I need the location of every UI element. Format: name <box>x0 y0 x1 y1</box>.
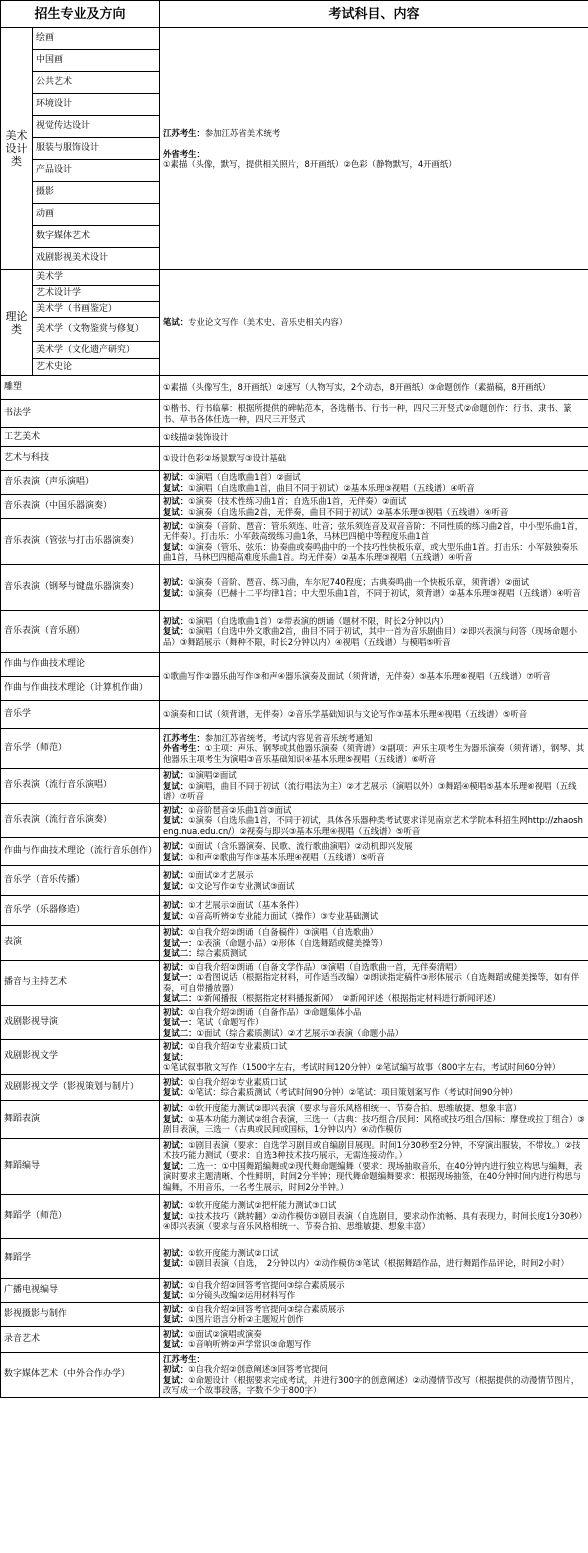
exam-tag: 外省考生： <box>163 743 205 754</box>
table-row <box>1 866 588 896</box>
exam-text: ①剧目表演（要求：自选学习剧目或自编剧目展现。时间1分30秒至2分钟，不穿演出服装，不带妆。）②技术技巧能力测试（要求：自选3种技术技巧展示，无需连接动作。） <box>163 1139 581 1161</box>
exam-text: ①文论写作②专业测试③面试 <box>188 880 295 891</box>
exam-text: ①图片语言分析②主题短片创作 <box>188 1314 304 1324</box>
table-row <box>1 376 588 400</box>
exam-line <box>163 483 585 494</box>
header-exam: 考试科目、内容 <box>160 1 588 28</box>
exam-tag: 初试： <box>163 900 189 910</box>
exam-line <box>163 1354 585 1365</box>
exam-line <box>163 962 585 973</box>
exam-tag: 初试： <box>163 770 189 780</box>
art-item: 视觉传达设计 <box>33 116 160 138</box>
exam-line <box>163 938 585 949</box>
exam-text: ①表演（命题小品）②形体（自选舞蹈或健美操等） <box>196 937 388 948</box>
table-row <box>1 803 588 838</box>
exam-line <box>163 496 585 507</box>
exam-text: ①演奏（管乐、弦乐：协奏曲或奏鸣曲中的一个技巧性快板乐章，或大型乐曲1首。打击乐：小军鼓独奏乐曲1首，马林巴四槌高难度乐曲1首。均无伴奏）②基本乐理③视唱（五线谱）④听音 <box>163 541 578 562</box>
major-name: 戏剧影视文学（影视策划与制片） <box>1 1074 160 1100</box>
exam-line <box>163 743 585 764</box>
exam-text: ①自我介绍②专业素质口试 <box>188 1041 287 1051</box>
art-item: 动画 <box>33 204 160 226</box>
exam-line <box>163 472 585 483</box>
exam-line <box>163 948 585 959</box>
exam-content <box>160 866 588 896</box>
exam-text: ①音响听辨②声学常识③命题写作 <box>188 1339 312 1349</box>
exam-line <box>163 900 585 911</box>
art-design-exam <box>160 28 588 270</box>
exam-text: ①面试（含乐器演奏、民歌、流行歌曲演唱）②动机即兴发展 <box>188 841 413 851</box>
exam-tag: 初试： <box>163 1303 189 1314</box>
table-row <box>1 1074 588 1100</box>
exam-tag: 复试： <box>163 587 189 598</box>
exam-content: ①线描②装饰设计 <box>160 428 588 447</box>
exam-line <box>163 815 585 836</box>
table-row <box>1 769 588 804</box>
exam-content: ①楷书、行书临摹：根据所提供的碑帖范本，各选楷书、行书一种，四尺三开竖式②命题创作：行书、隶书、篆书、草书各体任选一种，四尺三开竖式 <box>160 400 588 428</box>
exam-content <box>160 1074 588 1100</box>
exam-tag: 复试二： <box>163 993 197 1003</box>
major-name: 表演 <box>1 926 160 961</box>
exam-tag: 复试： <box>163 1339 189 1349</box>
exam-content <box>160 1302 588 1326</box>
art-item: 公共艺术 <box>33 72 160 94</box>
major-name: 戏剧影视文学 <box>1 1040 160 1075</box>
exam-text: ①基本功能力测试②组合表演，三选一（古典：技巧组合/民间：风格或技巧组合/国标：摩登或拉丁组合）③剧目表演，三选一（古典或民间或国标，1分钟以内）④动作模仿 <box>163 1113 585 1135</box>
major-name: 雕塑 <box>1 376 160 400</box>
art-item: 环境设计 <box>33 94 160 116</box>
exam-content <box>160 896 588 926</box>
exam-text: 参加江苏省美术统考 <box>204 127 281 138</box>
exam-text: ①自我介绍②创意阐述③回答考官提问 <box>188 1364 328 1374</box>
exam-text: ①音阶琶音②乐曲1首③面试 <box>188 804 292 815</box>
exam-text: ①演奏（自选乐曲2首，无伴奏，曲目不同于初试）②基本乐理③视唱（五线谱）④听音 <box>188 506 509 517</box>
major-name: 作曲与作曲技术理论（流行音乐创作） <box>1 838 160 866</box>
table-row <box>1 1326 588 1352</box>
exam-content <box>160 1352 588 1397</box>
exam-tag: 复试： <box>163 626 189 637</box>
exam-tag: 复试： <box>163 1051 189 1062</box>
exam-text: ①软开度能力测试②口试 <box>188 1247 279 1258</box>
table-row <box>1 611 588 653</box>
art-item: 戏剧影视美术设计 <box>33 248 160 270</box>
exam-content <box>160 611 588 653</box>
exam-tag: 复试： <box>163 1290 189 1300</box>
exam-text: 综合素质测试 <box>196 948 247 958</box>
exam-tag: 江苏考生： <box>163 732 205 743</box>
exam-line <box>163 1200 585 1211</box>
exam-tag: 复试： <box>163 815 189 825</box>
exam-line <box>163 911 585 922</box>
exam-line <box>163 927 585 938</box>
exam-content <box>160 729 588 769</box>
exam-line <box>163 1258 585 1269</box>
exam-content <box>160 769 588 804</box>
exam-tag: 笔试： <box>163 317 189 328</box>
exam-tag: 初试： <box>163 927 189 937</box>
exam-tag: 初试： <box>163 1279 189 1290</box>
table-row <box>1 896 588 926</box>
exam-tag: 复试一： <box>163 1017 197 1027</box>
major-name: 舞蹈学（师范） <box>1 1194 160 1238</box>
exam-tag: 复试： <box>163 1374 189 1385</box>
exam-text: ①演奏（巴赫十二平均律1首；中大型乐曲1首，不同于初试，须背谱）②基本乐理③视唱（五线谱）④听音 <box>188 587 581 598</box>
exam-line <box>163 805 585 816</box>
exam-tag: 初试： <box>163 870 189 880</box>
exam-tag: 复试一： <box>163 937 197 948</box>
exam-tag: 复试二： <box>163 1027 197 1038</box>
exam-text: ①自我介绍②专业素质口试 <box>188 1076 287 1087</box>
exam-line <box>163 870 585 881</box>
exam-content: ①设计色彩②场景默写③设计基础 <box>160 447 588 471</box>
table-row <box>1 471 588 495</box>
exam-line <box>163 993 585 1004</box>
exam-tag: 复试一： <box>163 972 197 982</box>
table-row <box>1 960 588 1005</box>
major-name: 戏剧影视导演 <box>1 1005 160 1040</box>
exam-line <box>163 1339 585 1350</box>
exam-text: ①演唱，曲目不同于初试（流行唱法为主）②才艺展示（演唱以外）③舞蹈④模唱⑤基本乐理⑥视唱（五线谱）⑦听音 <box>163 780 577 801</box>
exam-line <box>163 616 585 627</box>
exam-text: ①自我介绍②回答考官提问③综合素质展示 <box>188 1303 345 1314</box>
exam-text: 二选一：①中国舞蹈编舞或②现代舞命题编舞（要求：现场抽取音乐，在40分钟内进行独立构思与编舞，表演时要求主题清晰、个性鲜明，时间2分半钟；现代舞命题编舞要求：根据现场抽签，在40分钟时间内进行构思与编舞，不用音乐，一名考生展示，时间2分半钟。） <box>163 1160 583 1192</box>
exam-tag: 复试： <box>163 780 189 791</box>
exam-line <box>163 1087 585 1098</box>
major-name: 工艺美术 <box>1 428 160 447</box>
table-row <box>1 838 588 866</box>
major-name: 音乐表演（管弦与打击乐器演奏） <box>1 519 160 565</box>
exam-text: ①软开度能力测试②即兴表演（要求与音乐风格相统一、节奏合拍、思维敏捷、想象丰富） <box>188 1103 522 1114</box>
exam-tag: 初试： <box>163 1200 189 1211</box>
exam-line <box>163 1077 585 1088</box>
category-theory: 理论类 <box>1 270 33 376</box>
exam-content <box>160 1005 588 1040</box>
table-row <box>1 1352 588 1397</box>
theory-item: 艺术史论 <box>33 359 160 376</box>
exam-line <box>163 1314 585 1325</box>
major-name: 音乐学 <box>1 701 160 729</box>
exam-text: ①和声②歌曲写作③基本乐理④视唱（五线谱）⑤听音 <box>188 851 385 862</box>
exam-tag: 复试： <box>163 1113 189 1124</box>
exam-line <box>163 577 585 588</box>
exam-text: ①面试（综合素质测试）②才艺展示③表演（命题小品） <box>196 1027 404 1038</box>
exam-line <box>163 1211 585 1232</box>
exam-line <box>163 881 585 892</box>
exam-tag: 复试： <box>163 506 189 517</box>
exam-text: ①自我介绍②回答考官提问③综合素质展示 <box>188 1279 345 1290</box>
exam-text: ①自我介绍②朗诵（自备作品）③命题集体小品 <box>188 1006 362 1017</box>
exam-tag: 初试： <box>163 520 189 531</box>
exam-text: ①笔试叙事散文写作（1500字左右，考试时间120分钟）②笔试编写故事（800字左右，考试时间60分钟） <box>163 1062 561 1072</box>
theory-item: 美术学 <box>33 270 160 286</box>
exam-tag: 外省考生： <box>163 148 205 159</box>
table-row <box>1 495 588 519</box>
exam-text: ①演奏（音阶、琶音、练习曲，车尔尼740程度；古典奏鸣曲一个快板乐章，须背谱）②面试 <box>188 577 530 587</box>
exam-tag: 复试： <box>163 880 189 891</box>
exam-content <box>160 1238 588 1278</box>
exam-tag: 复试二： <box>163 948 197 958</box>
exam-tag: 江苏考生： <box>163 127 205 138</box>
exam-content <box>160 838 588 866</box>
exam-content: ①歌曲写作②器乐曲写作③和声④器乐演奏及面试（须背谱，无伴奏）⑤基本乐理⑥视唱（五线谱）⑦听音 <box>160 653 588 701</box>
exam-line <box>163 1114 585 1135</box>
table-row <box>1 1040 588 1075</box>
exam-line <box>163 770 585 781</box>
exam-content: ①演奏和口试（须背谱，无伴奏）②音乐学基础知识与文论写作③基本乐理④视唱（五线谱）⑤听音 <box>160 701 588 729</box>
major-name: 广播电视编导 <box>1 1278 160 1302</box>
table-row <box>1 1278 588 1302</box>
major-name: 舞蹈学 <box>1 1238 160 1278</box>
exam-text: ①笔试：综合素质测试（考试时间90分钟）②笔试：项目策划案写作（考试时间90分钟） <box>188 1087 518 1097</box>
exam-line <box>163 1007 585 1018</box>
exam-tag: 初试： <box>163 1139 189 1150</box>
table-row <box>1 1194 588 1238</box>
exam-tag: 复试： <box>163 541 189 552</box>
exam-text: ①新闻播报（根据指定材料播报新闻） ②新闻评述（根据指定材料进行新闻评述） <box>196 993 501 1003</box>
table-row <box>1 428 588 447</box>
table-header <box>1 1 588 28</box>
exam-content <box>160 960 588 1005</box>
major-name: 艺术与科技 <box>1 447 160 471</box>
table-row <box>1 729 588 769</box>
exam-text: ①素描（头像，默写，提供相关照片，8开画纸）②色彩（静物默写，4开画纸） <box>163 159 457 169</box>
art-item: 摄影 <box>33 182 160 204</box>
exam-content <box>160 926 588 961</box>
exam-content <box>160 565 588 611</box>
major-name: 舞蹈编导 <box>1 1138 160 1194</box>
exam-line <box>163 1329 585 1340</box>
major-name: 音乐表演（钢琴与键盘乐器演奏） <box>1 565 160 611</box>
exam-tag: 复试： <box>163 851 189 862</box>
exam-line <box>163 1290 585 1301</box>
exam-tag: 复试： <box>163 910 189 921</box>
major-name: 录音艺术 <box>1 1326 160 1352</box>
exam-text: ①演唱（自选歌曲1首，曲目不同于初试）②基本乐理③视唱（五线谱）④听音 <box>188 482 475 493</box>
exam-line <box>163 1304 585 1315</box>
exam-content <box>160 1040 588 1075</box>
exam-text: 笔试（命题写作） <box>196 1017 264 1027</box>
exam-tag: 初试： <box>163 1247 189 1258</box>
major-name: 音乐表演（声乐演唱） <box>1 471 160 495</box>
table-row <box>1 447 588 471</box>
exam-line <box>163 1161 585 1193</box>
exam-content <box>160 1100 588 1138</box>
exam-content <box>160 1194 588 1238</box>
art-item: 中国画 <box>33 50 160 72</box>
art-item: 绘画 <box>33 28 160 50</box>
exam-tag: 初试： <box>163 496 189 506</box>
major-name: 数字媒体艺术（中外合作办学） <box>1 1352 160 1397</box>
exam-text: ①命题设计（根据要求完成考试，并进行300字的创意阐述）②动漫情节改写（根据提供的动漫情节图片，改写成一个故事段落，字数不少于800字） <box>163 1374 580 1395</box>
exam-line <box>163 1052 585 1073</box>
exam-tag: 初试： <box>163 615 189 626</box>
art-item: 产品设计 <box>33 160 160 182</box>
exam-text: ①技术技巧（跳转翻）②动作模仿③剧目表演（自选剧目，要求动作流畅、具有表现力，时间长度1分30秒）④即兴表演（要求与音乐风格相统一、节奏合拍、思维敏捷、想象丰富） <box>163 1210 583 1232</box>
exam-tag: 复试： <box>163 1210 189 1221</box>
major-name: 音乐学（乐器修造） <box>1 896 160 926</box>
exam-text: ①自我介绍②朗诵（自备文学作品）③演唱（自选歌曲一首，无伴奏清唱） <box>188 961 462 972</box>
exam-text: ①看图说话（根据指定材料，可作适当改编）②朗读指定稿件③形体展示（自选舞蹈或健美操等，如有伴奏，可自带播放器） <box>163 972 580 993</box>
exam-line <box>163 1375 585 1396</box>
theory-item: 美术学（书画鉴定） <box>33 302 160 318</box>
table-row <box>1 1238 588 1278</box>
exam-tag: 初试： <box>163 1076 189 1087</box>
exam-text: ①软开度能力测试②把杆能力测试③口试 <box>188 1200 337 1211</box>
exam-tag: 初试： <box>163 1041 189 1051</box>
theory-item: 美术学（文化遗产研究） <box>33 342 160 359</box>
exam-line <box>163 1364 585 1375</box>
exam-content: ①素描（头像写生，8开画纸）②速写（人物写实，2个动态，8开画纸）③命题创作（素描稿，8开画纸） <box>160 376 588 400</box>
exam-text: ①才艺展示②面试（基本条件） <box>188 900 304 910</box>
major-name: 影视摄影与制作 <box>1 1302 160 1326</box>
art-item: 服装与服饰设计 <box>33 138 160 160</box>
exam-text: ①面试②才艺展示 <box>188 870 254 880</box>
exam-text: ①演奏（自选乐曲1首，不同于初试，具体各乐器种类考试要求详见南京艺术学院本科招生网http://zhaosheng.nua.edu.cn/）②视奏与即兴③基本乐理④视唱（五线谱）⑤听音 <box>163 815 583 836</box>
table-row <box>1 1005 588 1040</box>
exam-line <box>163 972 585 993</box>
header-major: 招生专业及方向 <box>1 1 160 28</box>
art-item: 数字媒体艺术 <box>33 226 160 248</box>
major-name: 音乐表演（中国乐器演奏） <box>1 495 160 519</box>
exam-line <box>163 1017 585 1028</box>
exam-text: ①主项：声乐、钢琴或其他器乐演奏（须背谱）②副项：声乐主项考生为器乐演奏（须背谱），钢琴、其他器乐主项考生为演唱③音乐基础知识④基本乐理⑤视唱（五线谱）⑥听音 <box>163 743 585 764</box>
exam-tag: 复试： <box>163 1087 189 1097</box>
exam-content <box>160 471 588 495</box>
exam-line <box>163 626 585 647</box>
table-row <box>1 565 588 611</box>
exam-line <box>163 521 585 542</box>
exam-line <box>163 1041 585 1052</box>
exam-content <box>160 1326 588 1352</box>
theory-item: 美术学（文物鉴赏与修复） <box>33 318 160 342</box>
exam-line <box>163 507 585 518</box>
table-row <box>1 1100 588 1138</box>
exam-line <box>163 1280 585 1291</box>
exam-tag: 复试： <box>163 1258 189 1268</box>
exam-tag: 初试： <box>163 804 189 815</box>
major-name: 作曲与作曲技术理论 <box>1 653 160 677</box>
exam-tag: 复试： <box>163 1160 189 1171</box>
exam-tag: 初试： <box>163 1364 189 1374</box>
major-name: 作曲与作曲技术理论（计算机作曲） <box>1 677 160 701</box>
exam-content <box>160 1138 588 1194</box>
major-name: 播音与主持艺术 <box>1 960 160 1005</box>
exam-text: ①分镜头改编②运用材料写作 <box>188 1290 296 1300</box>
exam-tag: 初试： <box>163 1006 189 1017</box>
exam-text: ①演奏（技术性练习曲1首；自选乐曲1首，无伴奏）②面试 <box>188 496 407 506</box>
exam-tag: 复试： <box>163 1314 189 1324</box>
exam-tag: 初试： <box>163 961 189 972</box>
exam-text: ①演唱（自选中外文歌曲2首，曲目不同于初试，其中一首为音乐剧曲目）②即兴表演与问答（现场命题小品）③舞蹈展示（舞种不限，时长2分钟以内）④视唱（五线谱）与模唱⑤听音 <box>163 626 577 647</box>
category-art-design: 美术设计类 <box>1 28 33 270</box>
major-name: 音乐学（音乐传播） <box>1 866 160 896</box>
table-row <box>1 701 588 729</box>
exam-text: 专业论文写作（美术史、音乐史相关内容） <box>188 317 348 328</box>
exam-text: ①演唱②面试 <box>188 770 237 780</box>
major-name: 舞蹈表演 <box>1 1100 160 1138</box>
major-name: 音乐表演（流行音乐演唱） <box>1 769 160 804</box>
exam-line <box>163 852 585 863</box>
exam-text: ①演唱（自选歌曲1首）②面试 <box>188 472 301 482</box>
exam-line <box>163 542 585 563</box>
exam-content <box>160 803 588 838</box>
exam-content <box>160 519 588 565</box>
exam-line <box>163 1103 585 1114</box>
exam-content <box>160 1278 588 1302</box>
exam-line <box>163 781 585 802</box>
exam-tag: 初试： <box>163 472 189 482</box>
theory-exam <box>160 270 588 376</box>
table-row <box>1 1138 588 1194</box>
exam-text: ①演唱（自选歌曲1首）②带表演的朗诵（题材不限，时长2分钟以内） <box>188 615 449 626</box>
table-row <box>1 400 588 428</box>
exam-tag: 初试： <box>163 1103 189 1114</box>
major-name: 音乐表演（流行音乐演奏） <box>1 803 160 838</box>
exam-tag: 初试： <box>163 1328 189 1339</box>
exam-line <box>163 1028 585 1039</box>
exam-line <box>163 733 585 744</box>
exam-line <box>163 1140 585 1161</box>
theory-item: 艺术设计学 <box>33 286 160 302</box>
table-row <box>1 1302 588 1326</box>
exam-line <box>163 588 585 599</box>
major-name: 音乐学（师范） <box>1 729 160 769</box>
exam-text: ①演奏（音阶、琶音：管乐须连、吐音；弦乐须连音及双音音阶：不同性质的练习曲2首，中小型乐曲1首，无伴奏）。打击乐：小军鼓高级练习曲1条，马林巴四槌中等程度乐曲1首 <box>163 520 584 541</box>
exam-tag: 复试： <box>163 482 189 493</box>
exam-tag: 江苏考生： <box>163 1353 205 1364</box>
exam-text: ①剧目表演（自选， 2分钟以内）②动作模仿③笔试（根据舞蹈作品，进行舞蹈作品评论，时间2小时） <box>188 1258 569 1268</box>
major-name: 书法学 <box>1 400 160 428</box>
exam-text: ①自我介绍②朗诵（自备稿件）③演唱（自选歌曲） <box>188 927 379 937</box>
exam-line <box>163 841 585 852</box>
table-row <box>1 519 588 565</box>
table-row <box>1 926 588 961</box>
exam-content <box>160 495 588 519</box>
exam-text: 参加江苏省统考，考试内容见省音乐统考通知 <box>204 732 373 743</box>
exam-line <box>163 1248 585 1259</box>
table-row <box>1 653 588 677</box>
exam-tag: 初试： <box>163 841 189 851</box>
exam-text: ①音高听辨②专业能力面试（操作）③专业基础测试 <box>188 910 379 921</box>
major-name: 音乐表演（音乐剧） <box>1 611 160 653</box>
exam-text: ①面试②演唱或演奏 <box>188 1328 262 1339</box>
exam-tag: 初试： <box>163 577 189 587</box>
